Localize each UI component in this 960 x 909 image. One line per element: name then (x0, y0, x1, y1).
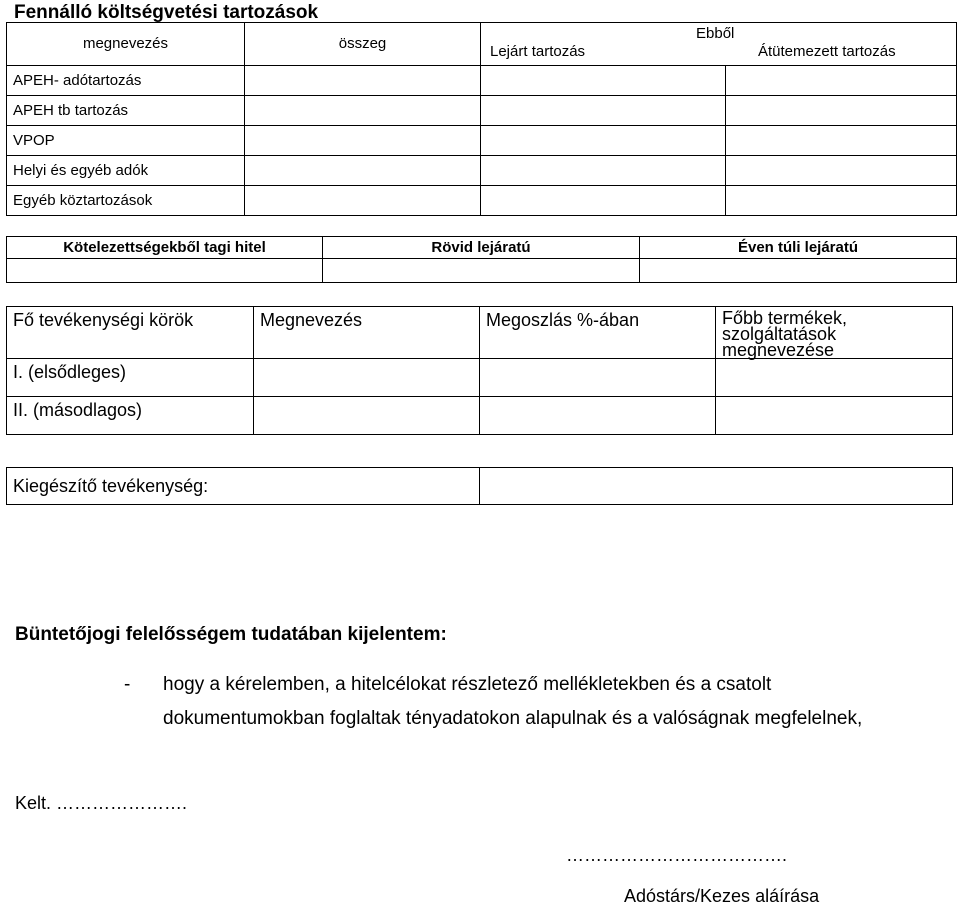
place-date-field[interactable]: Kelt. …………………. (15, 793, 188, 813)
rescheduled-cell[interactable] (726, 186, 957, 216)
header-of-which: Ebből (696, 25, 735, 42)
products-cell[interactable] (716, 397, 953, 435)
rescheduled-cell[interactable] (726, 96, 957, 126)
overdue-cell[interactable] (481, 96, 726, 126)
bullet-dash: - (124, 674, 131, 695)
member-loans-cell[interactable] (7, 259, 323, 283)
header-short-term: Rövid lejáratú (323, 237, 640, 259)
overdue-cell[interactable] (481, 126, 726, 156)
signature-caption: Adóstárs/Kezes aláírása (624, 886, 820, 906)
header-products: Főbb termékek, szolgáltatások megnevezése (716, 307, 953, 359)
supplementary-activity-table (6, 467, 953, 505)
row-label: VPOP (7, 126, 245, 156)
declaration-line-2: dokumentumokban foglaltak tényadatokon alapulnak és a valóságnak megfelelnek, (163, 708, 863, 729)
row-label: I. (elsődleges) (7, 359, 254, 397)
amount-cell[interactable] (245, 186, 481, 216)
products-cell[interactable] (716, 359, 953, 397)
header-amount: összeg (245, 23, 481, 66)
tax-debts-table (6, 22, 957, 216)
rescheduled-cell[interactable] (726, 126, 957, 156)
overdue-cell[interactable] (481, 156, 726, 186)
amount-cell[interactable] (245, 66, 481, 96)
signature-line[interactable]: ………………………………. (566, 845, 788, 865)
amount-cell[interactable] (245, 96, 481, 126)
activities-table (6, 306, 953, 435)
supplementary-activity-label: Kiegészítő tevékenység: (7, 468, 480, 505)
declaration-line-1: hogy a kérelemben, a hitelcélokat részletező mellékletekben és a csatolt (163, 674, 772, 695)
header-member-loans: Kötelezettségekből tagi hitel (7, 237, 323, 259)
header-overdue: Lejárt tartozás (490, 43, 586, 60)
row-label: Egyéb köztartozások (7, 186, 245, 216)
header-rescheduled: Átütemezett tartozás (758, 43, 896, 60)
name-cell[interactable] (254, 397, 480, 435)
rescheduled-cell[interactable] (726, 156, 957, 186)
page-title: Fennálló költségvetési tartozások (14, 2, 319, 23)
header-share: Megoszlás %-ában (480, 307, 716, 359)
overdue-cell[interactable] (481, 186, 726, 216)
header-of-which-group (481, 23, 957, 66)
amount-cell[interactable] (245, 126, 481, 156)
header-activities: Fő tevékenységi körök (7, 307, 254, 359)
share-cell[interactable] (480, 397, 716, 435)
row-label: Helyi és egyéb adók (7, 156, 245, 186)
row-label: APEH- adótartozás (7, 66, 245, 96)
share-cell[interactable] (480, 359, 716, 397)
name-cell[interactable] (254, 359, 480, 397)
header-long-term: Éven túli lejáratú (640, 237, 957, 259)
supplementary-activity-cell[interactable] (480, 468, 953, 505)
header-name: megnevezés (7, 23, 245, 66)
row-label: APEH tb tartozás (7, 96, 245, 126)
short-term-cell[interactable] (323, 259, 640, 283)
amount-cell[interactable] (245, 156, 481, 186)
member-loans-table (6, 236, 957, 283)
overdue-cell[interactable] (481, 66, 726, 96)
row-label: II. (másodlagos) (7, 397, 254, 435)
long-term-cell[interactable] (640, 259, 957, 283)
declaration-title: Büntetőjogi felelősségem tudatában kijelentem: (15, 624, 447, 645)
rescheduled-cell[interactable] (726, 66, 957, 96)
header-name: Megnevezés (254, 307, 480, 359)
